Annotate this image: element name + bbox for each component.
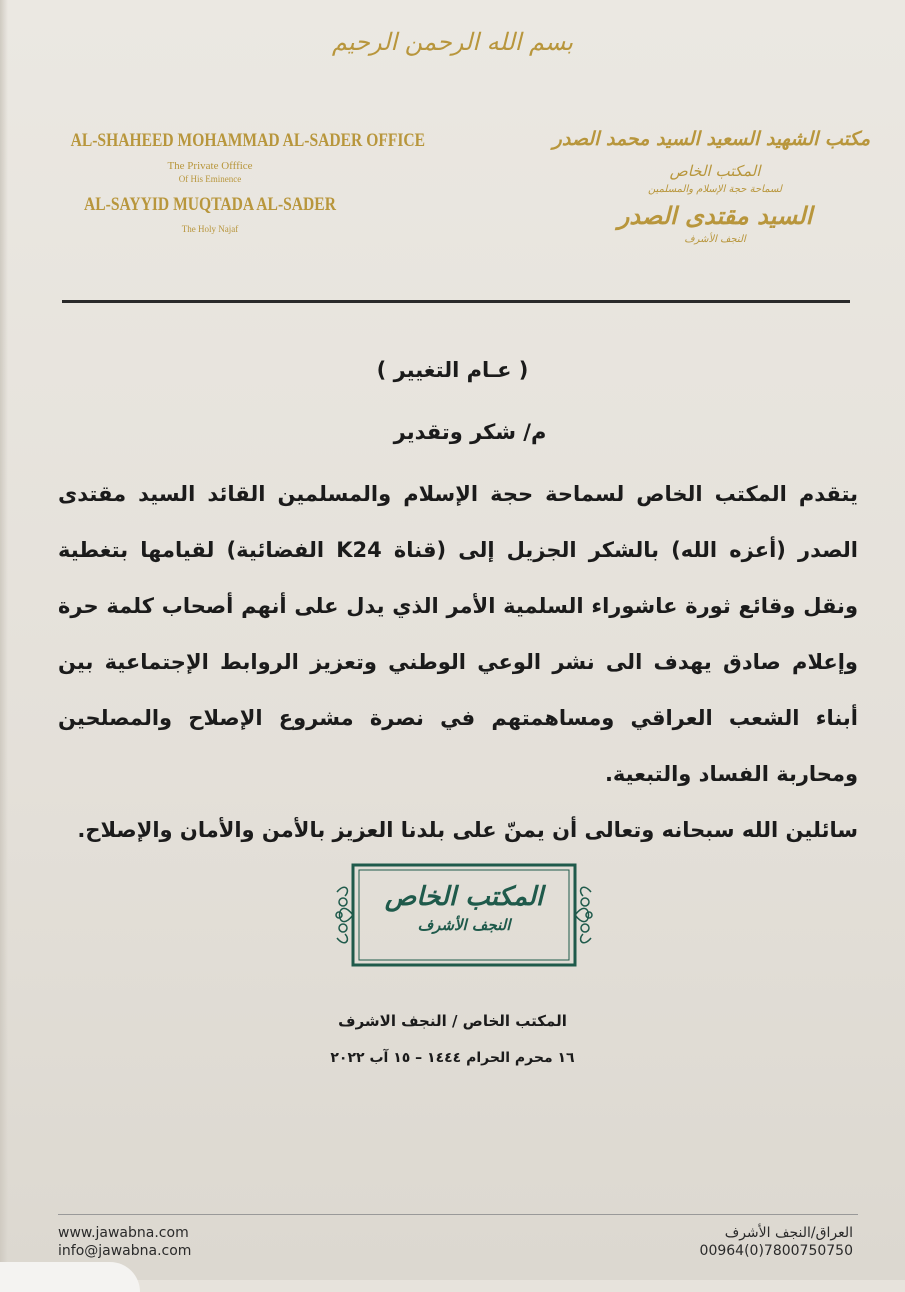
office-name-en: AL-SHAHEED MOHAMMAD AL-SADER OFFICE (70, 130, 426, 151)
private-office-ar: المكتب الخاص (669, 162, 761, 180)
signature-office: المكتب الخاص / النجف الاشرف (338, 1012, 567, 1030)
header-divider (62, 300, 850, 303)
footer-divider (58, 1214, 858, 1215)
private-office-en: The Private Offfice (167, 160, 253, 172)
letter-body (58, 466, 858, 858)
footer-email: info@jawabna.com (58, 1243, 192, 1259)
body-paragraph-1: يتقدم المكتب الخاص لسماحة حجة الإسلام والمسلمين القائد السيد مقتدى الصدر (أعزه الله) بالشكر الجزيل إلى (قناة K24 الفضائية) لقيامها بتغطية ونقل وقائع ثورة عاشوراء السلمية الأمر الذي يدل على أنهم أصحاب كلمة حرة وإعلام صادق يهدف الى نشر الوعي الوطني وتعزيز الروابط الإجتماعية بين أبناء الشعب العراقي ومساهمتهم في نصرة مشروع الإصلاح والمصلحين ومحاربة الفساد والتبعية. (58, 482, 858, 786)
sayyid-name-ar: السيد مقتدى الصدر (617, 201, 813, 230)
letterhead-english (40, 130, 426, 234)
footer-address: العراق/النجف الأشرف (724, 1225, 853, 1241)
seal-left-ornament-icon (336, 887, 353, 942)
of-his-eminence-en: Of His Eminence (178, 174, 242, 184)
footer-contact-address (700, 1224, 853, 1260)
office-name-ar: مكتب الشهيد السعيد السيد محمد الصدر (552, 128, 870, 150)
page-edge-shadow (0, 0, 8, 1280)
sayyid-name-en: AL-SAYYID MUQTADA AL-SADER (84, 194, 336, 215)
page-corner-fold (0, 1262, 140, 1292)
seal-line-2: النجف الأشرف (417, 916, 511, 934)
footer-website: www.jawabna.com (58, 1225, 189, 1241)
seal-line-1: المكتب الخاص (384, 882, 544, 912)
title-ar: لسماحة حجة الإسلام والمسلمين (648, 184, 782, 195)
letterhead-arabic (552, 128, 870, 245)
basmala: بسم الله الرحمن الرحيم (331, 28, 574, 56)
body-paragraph-2: سائلين الله سبحانه وتعالى أن يمنّ على بلدنا العزيز بالأمن والأمان والإصلاح. (77, 818, 858, 842)
footer-phone: 00964(0)7800750750 (699, 1243, 853, 1259)
letter-regarding: م/ شكر وتقدير (393, 420, 547, 444)
seal-text (360, 880, 568, 936)
location-en: The Holy Najaf (181, 224, 239, 234)
location-ar: النجف الأشرف (684, 234, 746, 245)
footer-contact-web (58, 1224, 191, 1260)
seal-right-ornament-icon (575, 887, 592, 942)
signature-date: ١٦ محرم الحرام ١٤٤٤ – ١٥ آب ٢٠٢٢ (330, 1050, 575, 1066)
letter-subject: ( عـام التغيير ) (376, 358, 529, 382)
